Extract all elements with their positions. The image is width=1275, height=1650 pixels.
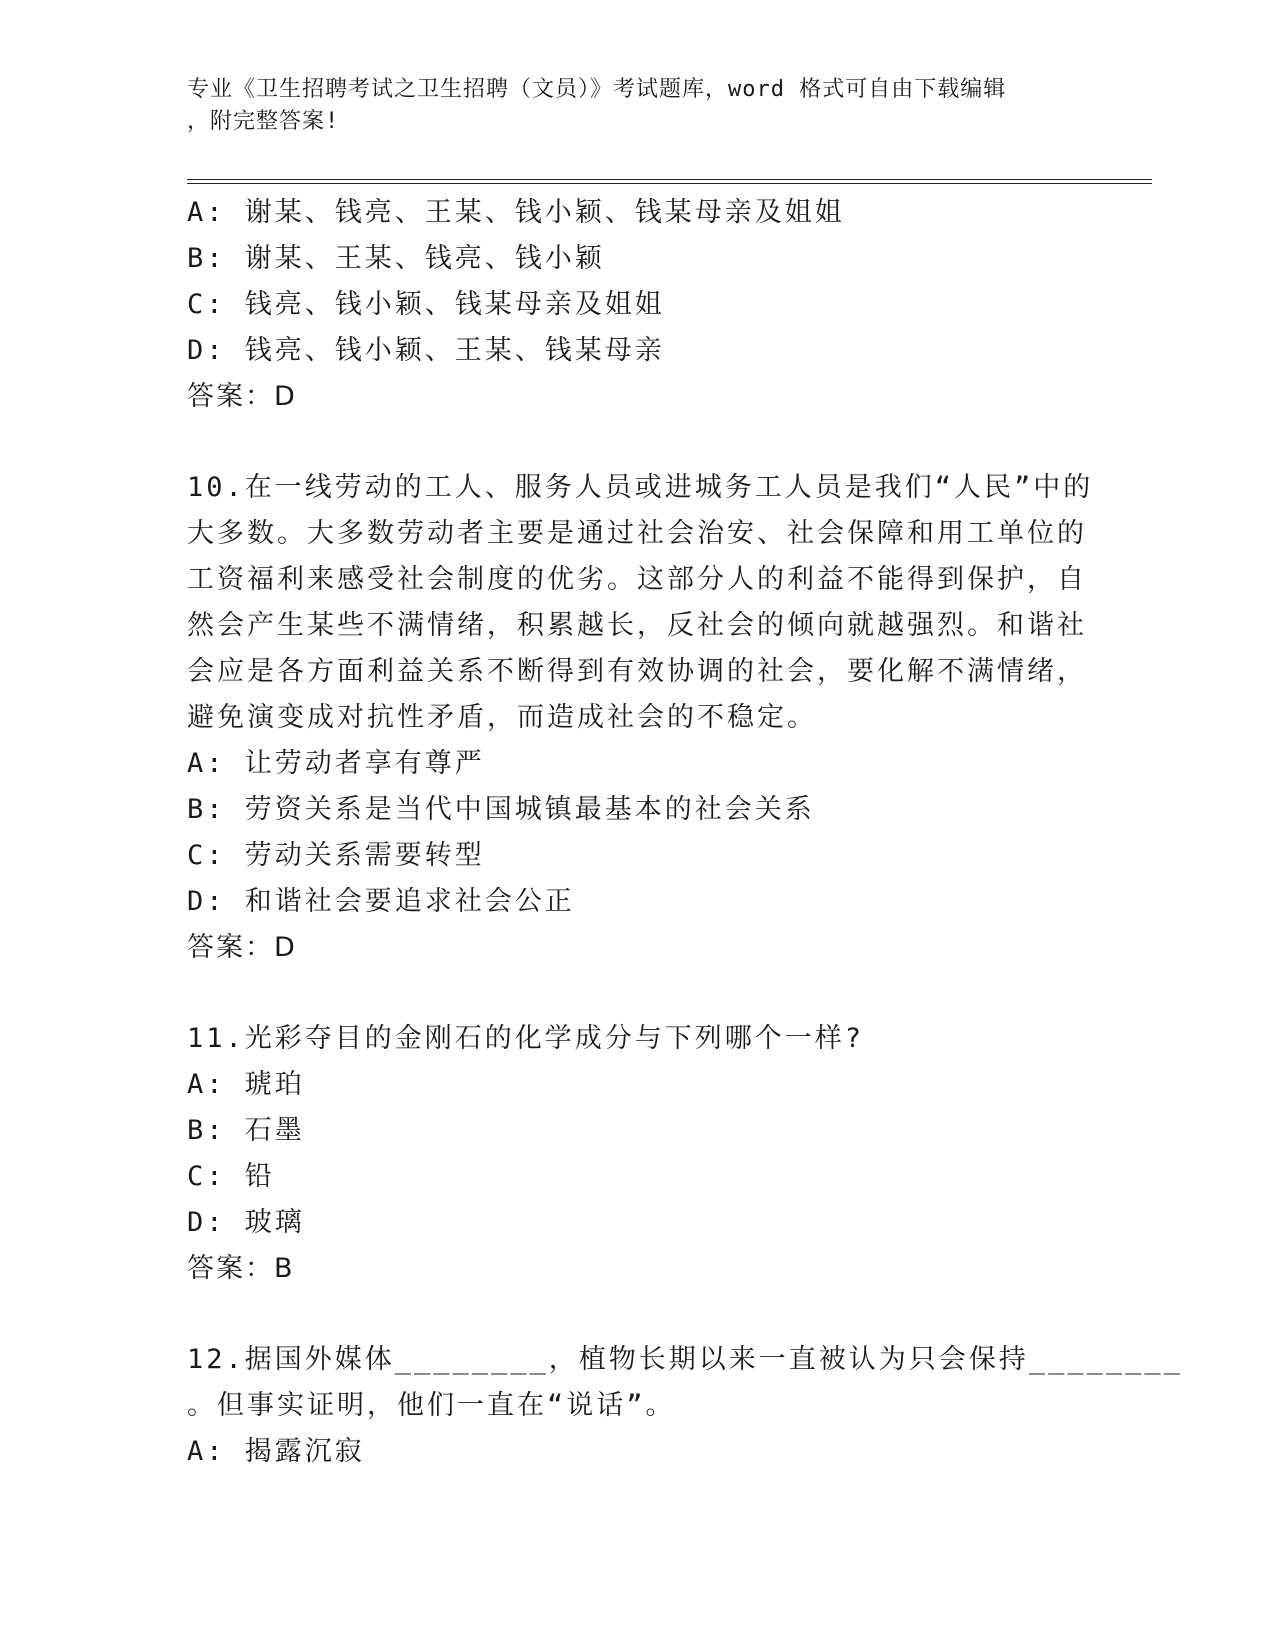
header-divider — [187, 183, 1152, 184]
question-line: 避免演变成对抗性矛盾，而造成社会的不稳定。 — [187, 702, 817, 733]
spacer — [187, 420, 1087, 465]
spacer — [187, 971, 1087, 1016]
question-line: 工资福利来感受社会制度的优劣。这部分人的利益不能得到保护，自 — [187, 564, 1087, 595]
question-block — [187, 1337, 1183, 1475]
option-a: A: 谢某、钱亮、王某、钱小颖、钱某母亲及姐姐 — [187, 197, 845, 228]
question-text — [187, 465, 1094, 741]
question-block — [187, 190, 1087, 420]
option-b: B: 谢某、王某、钱亮、钱小颖 — [187, 243, 605, 274]
option-b: B: 劳资关系是当代中国城镇最基本的社会关系 — [187, 794, 815, 825]
question-block — [187, 1016, 1087, 1292]
spacer — [187, 1292, 1087, 1337]
question-line: 11.光彩夺目的金刚石的化学成分与下列哪个一样? — [187, 1023, 865, 1054]
answer: 答案：D — [187, 932, 297, 963]
header-divider — [187, 179, 1152, 180]
document-body — [187, 190, 1183, 1475]
question-line: 。但事实证明，他们一直在“说话”。 — [187, 1390, 676, 1421]
answer: 答案：D — [187, 381, 297, 412]
option-a: A: 揭露沉寂 — [187, 1436, 365, 1467]
question-text — [187, 1016, 1067, 1062]
option-a: A: 让劳动者享有尊严 — [187, 748, 485, 779]
option-d: D: 和谐社会要追求社会公正 — [187, 886, 575, 917]
header-line: 专业《卫生招聘考试之卫生招聘（文员）》考试题库，word 格式可自由下载编辑 — [187, 77, 1007, 102]
option-b: B: 石墨 — [187, 1115, 305, 1146]
option-d: D: 钱亮、钱小颖、王某、钱某母亲 — [187, 335, 665, 366]
option-c: C: 铅 — [187, 1161, 275, 1192]
question-line: 会应是各方面利益关系不断得到有效协调的社会，要化解不满情绪， — [187, 656, 1087, 687]
question-line: 大多数。大多数劳动者主要是通过社会治安、社会保障和用工单位的 — [187, 518, 1087, 549]
question-text — [187, 1337, 1183, 1429]
question-line: 然会产生某些不满情绪，积累越长，反社会的倾向就越强烈。和谐社 — [187, 610, 1087, 641]
document-header — [187, 74, 1087, 138]
option-a: A: 琥珀 — [187, 1069, 305, 1100]
option-c: C: 劳动关系需要转型 — [187, 840, 485, 871]
question-line: 12.据国外媒体________，植物长期以来一直被认为只会保持________ — [187, 1344, 1183, 1375]
header-line: ，附完整答案! — [187, 109, 340, 134]
option-d: D: 玻璃 — [187, 1207, 305, 1238]
answer: 答案：B — [187, 1253, 295, 1284]
question-line: 10.在一线劳动的工人、服务人员或进城务工人员是我们“人民”中的 — [187, 472, 1094, 503]
option-c: C: 钱亮、钱小颖、钱某母亲及姐姐 — [187, 289, 665, 320]
question-block — [187, 465, 1094, 971]
